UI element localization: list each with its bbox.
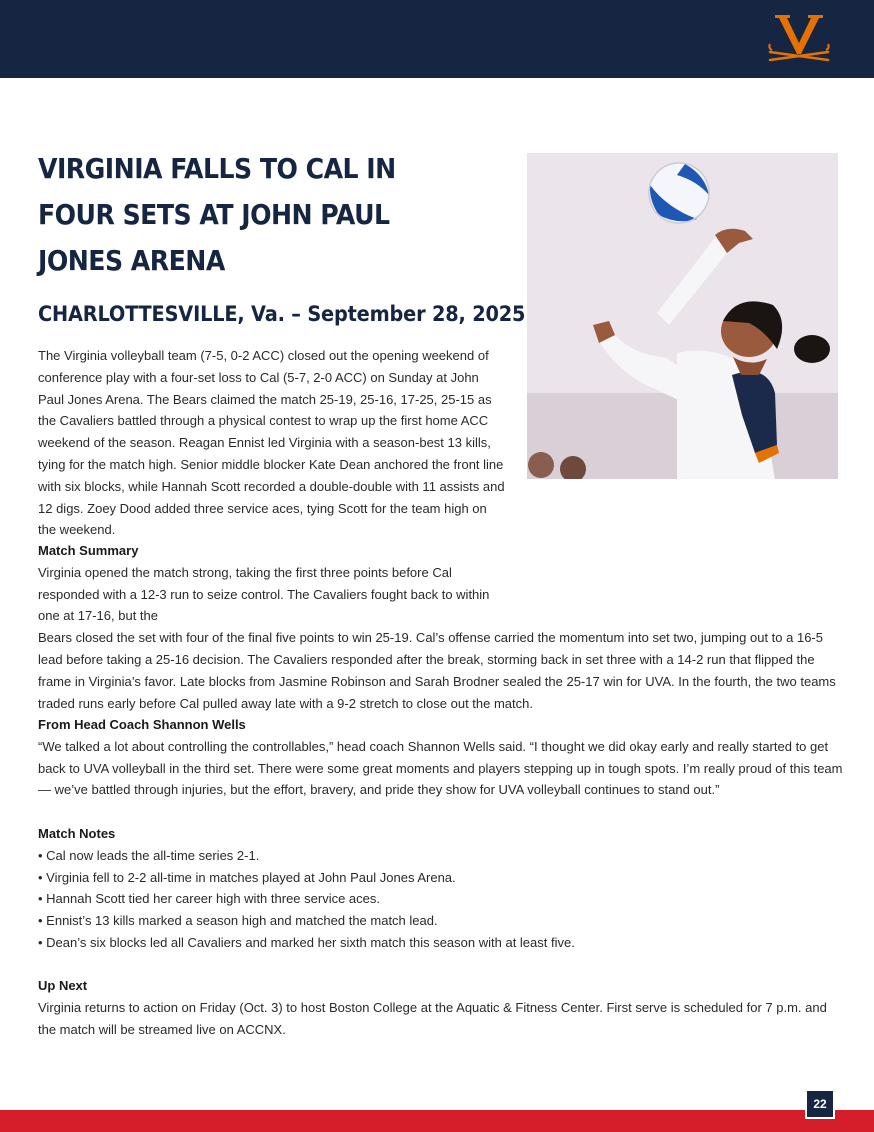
match-notes-title: Match Notes <box>38 826 116 841</box>
up-next-title: Up Next <box>38 978 88 993</box>
virginia-v-sabres-logo <box>766 10 832 68</box>
article-headline: VIRGINIA FALLS TO CAL IN FOUR SETS AT JOHN PAUL JONES ARENA <box>38 152 396 277</box>
footer-bar <box>0 1110 874 1132</box>
coach-quote-section <box>38 714 848 801</box>
page-number: 22 <box>805 1089 835 1119</box>
match-notes-section <box>38 823 848 954</box>
list-item: • Cal now leads the all-time series 2-1. <box>38 847 260 863</box>
list-item: • Ennist’s 13 kills marked a season high and matched the match lead. <box>38 913 438 929</box>
article-dateline: CHARLOTTESVILLE, Va. – September 28, 2025 <box>38 302 526 326</box>
up-next-text: Virginia returns to action on Friday (Oct. 3) to host Boston College at the Aquatic & Fitness Center. First serve is scheduled for 7 p.m. and the match will be streamed live on ACCNX. <box>38 999 827 1037</box>
match-summary-section <box>38 540 848 714</box>
list-item: • Dean’s six blocks led all Cavaliers and marked her sixth match this season with at least five. <box>38 934 575 950</box>
list-item: • Hannah Scott tied her career high with three service aces. <box>38 891 381 907</box>
match-summary-title: Match Summary <box>38 543 139 558</box>
list-item: • Virginia fell to 2-2 all-time in matches played at John Paul Jones Arena. <box>38 869 456 885</box>
match-summary-text-part1: Virginia opened the match strong, taking the first three points before Cal responded with a 12-3 run to seize control. The Cavaliers fought back to within one at 17-16, but the <box>38 564 490 624</box>
match-notes-list <box>38 845 848 954</box>
match-summary-text-part2: Bears closed the set with four of the final five points to win 25-19. Cal’s offense carried the momentum into set two, jumping out to a 16-5 lead before taking a 25-16 decision. The Cavaliers responded after the break, storming back in set three with a 14-2 run that flipped the frame in Virginia’s favor. Late blocks from Jasmine Robinson and Sarah Brodner sealed the 25-17 win for UVA. In the fourth, the two teams traded runs early before Cal pulled away late with a 9-2 stretch to close out the match. <box>38 630 836 711</box>
up-next-section <box>38 975 848 1040</box>
coach-quote-text: “We talked a lot about controlling the controllables,” head coach Shannon Wells said. “I thought we did okay early and really started to get back to UVA volleyball in the third set. There were some great moments and players stepping up in tough spots. I’m really proud of this team — we’ve battled through injuries, but the effort, bravery, and pride they show for UVA volleyball continues to stand out.” <box>38 738 843 798</box>
header-bar <box>0 0 874 78</box>
intro-paragraph: The Virginia volleyball team (7-5, 0-2 ACC) closed out the opening weekend of conference play with a four-set loss to Cal (5-7, 2-0 ACC) on Sunday at John Paul Jones Arena. The Bears claimed the match 25-19, 25-16, 17-25, 25-15 as the Cavaliers battled through a physical contest to wrap up the first home ACC weekend of the season. Reagan Ennist led Virginia with a season-best 13 kills, tying for the match high. Senior middle blocker Kate Dean anchored the front line with six blocks, while Hannah Scott recorded a double-double with 11 assists and 12 digs. Zoey Dood added three service aces, tying Scott for the team high on the weekend. <box>38 348 505 538</box>
coach-quote-title: From Head Coach Shannon Wells <box>38 717 246 732</box>
volleyball-icon <box>649 163 709 223</box>
article-intro <box>38 345 848 541</box>
